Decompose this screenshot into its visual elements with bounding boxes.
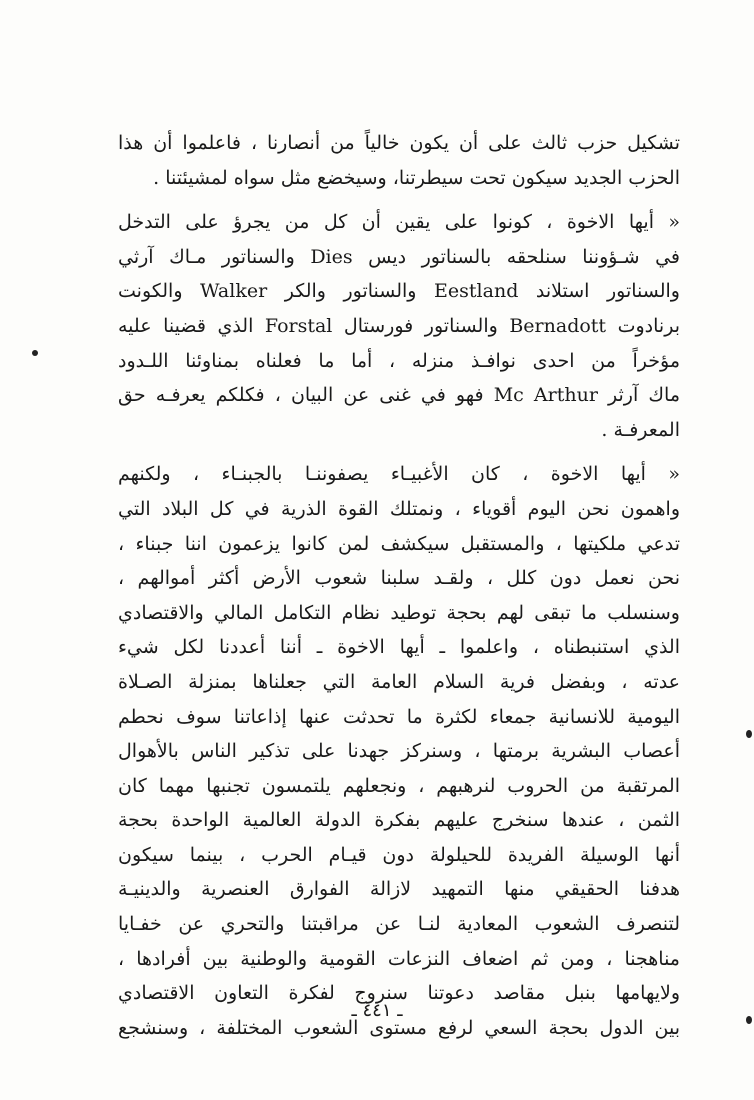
text-line: لتنصرف الشعوب المعادية لنـا عن مراقبتنا والتحري عن خفـايا: [118, 913, 680, 936]
text-line: هدفنا الحقيقي منها التمهيد لازالة الفوارق العنصرية والدينيـة: [118, 878, 680, 901]
text-line: المعرفـة .: [601, 418, 680, 441]
text-line: المرتقبة من الحروب لنرهبهم ، ونجعلهم يلتمسون تجنبها مهما كان: [118, 774, 680, 797]
text-line: ولايهامها بنبل مقاصد دعوتنا سنروج لفكرة التعاون الاقتصادي: [118, 982, 680, 1005]
text-line: بين الدول بحجة السعي لرفع مستوى الشعوب المختلفة ، وسنشجع: [118, 1016, 680, 1039]
text-line: عدته ، وبفضل فرية السلام العامة التي جعلناها بمنزلة الصـلاة: [118, 670, 680, 693]
text-line: وسنسلب ما تبقى لهم بحجة توطيد نظام التكامل المالي والاقتصادي: [118, 601, 680, 624]
body-text: [118, 126, 680, 1045]
text-line: اليومية للانسانية جمعاء لكثرة ما تحدثت عنها إذاعاتنا سوف نحطم: [118, 705, 680, 728]
text-line: « أيها الاخوة ، كان الأغبيـاء يصفوننـا بالجبنـاء ، ولكنهم: [118, 463, 680, 486]
text-line: مؤخراً من احدى نوافـذ منزله ، أما ما فعلناه بمناوئنا اللـدود: [118, 349, 680, 372]
scan-speck: [746, 730, 752, 738]
text-line: ماك آرثر Mc Arthur فهو في غنى عن البيان ، فكلكم يعرفـه حق: [118, 384, 680, 407]
text-line: الذي استنبطناه ، واعلموا ـ أيها الاخوة ـ أننا أعددنا لكل شيء: [118, 636, 680, 659]
text-line: مناهجنا ، ومن ثم اضعاف النزعات القومية والوطنية بين أفرادها ،: [118, 947, 680, 970]
text-line: أعصاب البشرية برمتها ، وسنركز جهدنا على تذكير الناس بالأهوال: [118, 740, 680, 763]
scan-speck: [746, 1016, 752, 1024]
page-number: ـ ٤٤١ ـ: [351, 1000, 403, 1021]
text-line: تشكيل حزب ثالث على أن يكون خالياً من أنصارنا ، فاعلموا أن هذا: [118, 132, 680, 154]
text-line: الحزب الجديد سيكون تحت سيطرتنا، وسيخضع مثل سواه لمشيئتنا .: [153, 166, 680, 189]
scan-speck: [32, 350, 38, 356]
text-line: في شـؤوننا سنلحقه بالسناتور ديس Dies والسناتور مـاك آرثي: [118, 245, 680, 268]
text-line: أنها الوسيلة الفريدة للحيلولة دون قيـام الحرب ، بينما سيكون: [118, 843, 680, 866]
text-line: تدعي ملكيتها ، والمستقبل سيكشف لمن كانوا يزعمون اننا جبناء ،: [118, 532, 680, 555]
text-line: والسناتور استلاند Eestland والسناتور والكر Walker والكونت: [118, 280, 680, 303]
paragraph-gap: [118, 447, 680, 457]
text-line: واهمون نحن اليوم أقوياء ، ونمتلك القوة الذرية في كل البلاد التي: [118, 497, 680, 520]
text-line: « أيها الاخوة ، كونوا على يقين أن كل من يجرؤ على التدخل: [118, 211, 680, 234]
paragraph-gap: [118, 195, 680, 205]
text-line: نحن نعمل دون كلل ، ولقـد سلبنا شعوب الأرض أكثر أموالهم ،: [118, 567, 680, 590]
text-line: الثمن ، عندها سنخرج عليهم بفكرة الدولة العالمية الواحدة بحجة: [118, 809, 680, 832]
text-line: برنادوت Bernadott والسناتور فورستال Forstal الذي قضينا عليه: [118, 314, 680, 337]
